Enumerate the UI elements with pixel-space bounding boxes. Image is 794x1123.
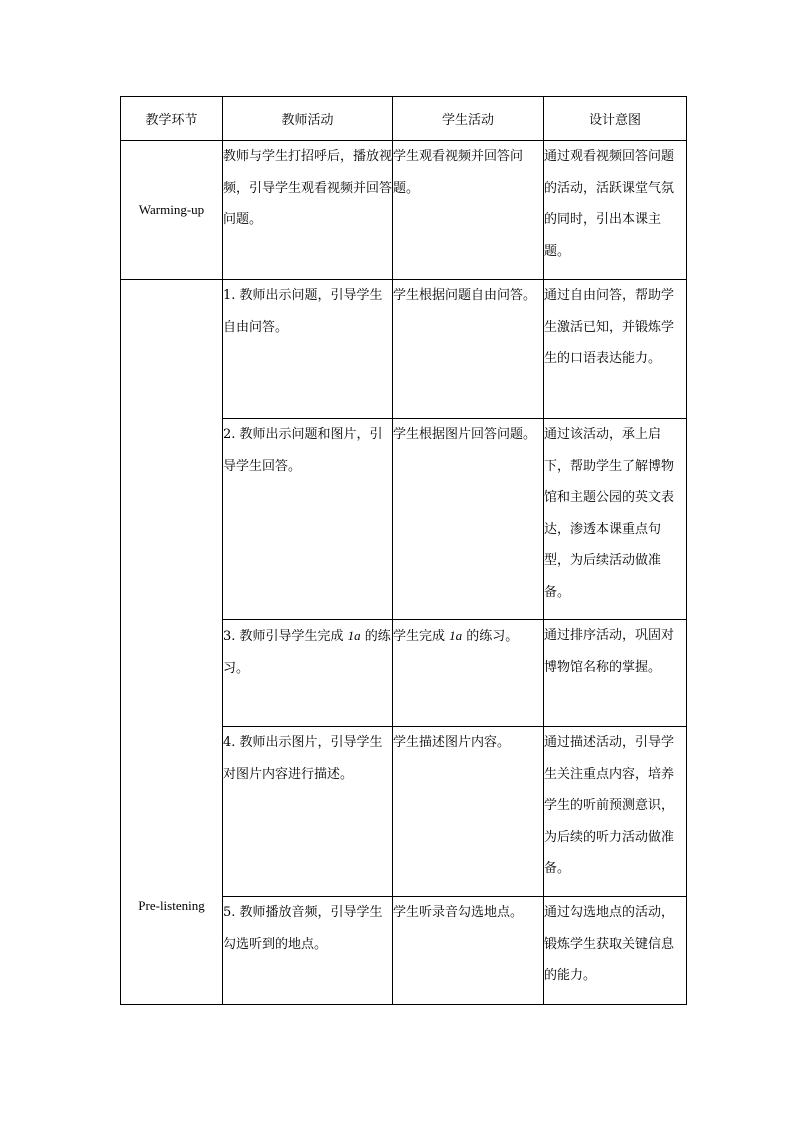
- design-intent: 通过该活动，承上启下，帮助学生了解博物馆和主题公园的英文表达，渗透本课重点句型，为后续活动做准备。: [544, 419, 687, 620]
- student-activity: 学生根据问题自由问答。: [393, 280, 544, 419]
- header-student-activity: 学生活动: [393, 97, 544, 141]
- teacher-text-b: 的练习。: [223, 629, 391, 676]
- header-design-intent: 设计意图: [544, 97, 687, 141]
- teacher-activity: 教师与学生打招呼后，播放视频，引导学生观看视频并回答问题。: [223, 141, 393, 280]
- table-row: [121, 141, 687, 280]
- lesson-plan-table: [120, 96, 687, 1005]
- header-row: [121, 97, 687, 141]
- student-activity: 学生听录音勾选地点。: [393, 897, 544, 1005]
- student-text-b: 的练习。: [462, 629, 519, 644]
- teacher-activity: 4. 教师出示图片，引导学生对图片内容进行描述。: [223, 727, 393, 897]
- stage-pre-listening: [121, 280, 223, 1005]
- teacher-activity: 2. 教师出示问题和图片，引导学生回答。: [223, 419, 393, 620]
- exercise-ref: 1a: [449, 628, 463, 643]
- header-stage: 教学环节: [121, 97, 223, 141]
- stage-pre-listening-label: Pre-listening: [138, 898, 205, 913]
- exercise-ref: 1a: [347, 628, 361, 643]
- design-intent: 通过排序活动，巩固对博物馆名称的掌握。: [544, 620, 687, 727]
- student-activity: [393, 620, 544, 727]
- design-intent: 通过观看视频回答问题的活动，活跃课堂气氛的同时，引出本课主题。: [544, 141, 687, 280]
- table-row: [121, 280, 687, 419]
- stage-warming-up: Warming-up: [121, 141, 223, 280]
- teacher-activity: 5. 教师播放音频，引导学生勾选听到的地点。: [223, 897, 393, 1005]
- teacher-activity: [223, 620, 393, 727]
- teacher-text-a: 3. 教师引导学生完成: [223, 629, 348, 644]
- header-teacher-activity: 教师活动: [223, 97, 393, 141]
- design-intent: 通过描述活动，引导学生关注重点内容，培养学生的听前预测意识，为后续的听力活动做准备。: [544, 727, 687, 897]
- design-intent: 通过勾选地点的活动，锻炼学生获取关键信息的能力。: [544, 897, 687, 1005]
- student-activity: 学生观看视频并回答问题。: [393, 141, 544, 280]
- teacher-activity: 1. 教师出示问题，引导学生自由问答。: [223, 280, 393, 419]
- student-activity: 学生根据图片回答问题。: [393, 419, 544, 620]
- student-activity: 学生描述图片内容。: [393, 727, 544, 897]
- student-text-a: 学生完成: [393, 629, 450, 644]
- design-intent: 通过自由问答，帮助学生激活已知，并锻炼学生的口语表达能力。: [544, 280, 687, 419]
